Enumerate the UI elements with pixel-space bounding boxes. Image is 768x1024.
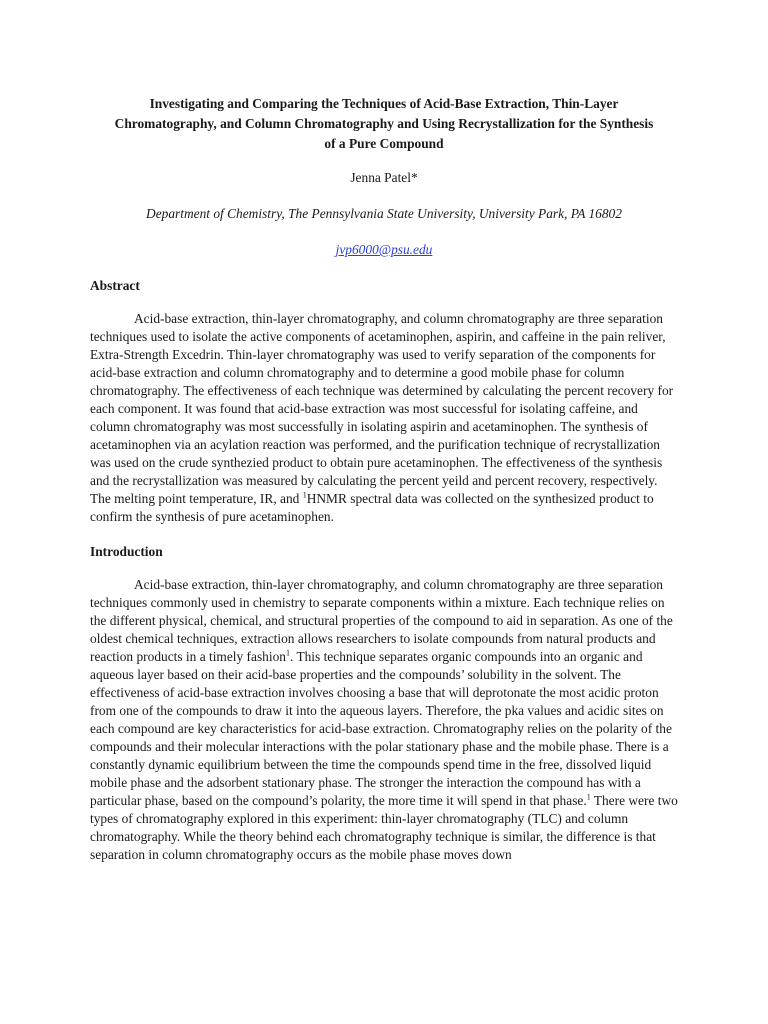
- introduction-paragraph: [90, 576, 678, 864]
- paper-title: Investigating and Comparing the Techniques of Acid-Base Extraction, Thin-Layer Chromatography, and Column Chromatography and Using Recrystallization for the Synthesis of a Pure Compound: [114, 96, 654, 151]
- abstract-heading: Abstract: [90, 278, 140, 293]
- email-link[interactable]: jvp6000@psu.edu: [335, 242, 433, 257]
- introduction-heading: Introduction: [90, 544, 163, 559]
- author-name: Jenna Patel*: [350, 170, 418, 185]
- intro-text-b: . This technique separates organic compounds into an organic and aqueous layer based on their acid-base properties and the compounds’ solubility in the solvent. The effectiveness of acid-base extraction involves choosing a base that will deprotonate the most acidic proton from one of the compounds to draw it into the aqueous layers. Therefore, the pka values and acidic sites on each compound are key characteristics for acid-base extraction. Chromatography relies on the polarity of the compounds and their molecular interactions with the polar stationary phase and the mobile phase. There is a constantly dynamic equilibrium between the time the compounds spend time in the free, dissolved liquid mobile phase and the adsorbent stationary phase. The stronger the interaction the compound has with a particular phase, based on the compound’s polarity, the more time it will spend in that phase.: [90, 649, 672, 808]
- abstract-superscript: 1: [302, 490, 307, 500]
- intro-citation-2: 1: [586, 792, 591, 802]
- author-affiliation: Department of Chemistry, The Pennsylvania State University, University Park, PA 16802: [146, 206, 622, 221]
- intro-citation-1: 1: [285, 648, 290, 658]
- author-email: [90, 240, 678, 260]
- abstract-paragraph: [90, 310, 678, 526]
- intro-text-c: There were two types of chromatography explored in this experiment: thin-layer chromatography (TLC) and column chromatography. While the theory behind each chromatography technique is similar, the difference is that separation in column chromatography occurs as the mobile phase moves down: [90, 793, 678, 862]
- intro-text-a: Acid-base extraction, thin-layer chromatography, and column chromatography are three separation techniques commonly used in chemistry to separate components within a mixture. Each technique relies on the different physical, chemical, and structural properties of the compound to aid in separation. As one of the oldest chemical techniques, extraction allows researchers to isolate compounds from natural products and reaction products in a timely fashion: [90, 577, 673, 664]
- abstract-text-a: Acid-base extraction, thin-layer chromatography, and column chromatography are three separation techniques used to isolate the active components of acetaminophen, aspirin, and caffeine in the pain reliver, Extra-Strength Excedrin. Thin-layer chromatography was used to verify separation of the components for acid-base extraction and column chromatography and to determine a good mobile phase for column chromatography. The effectiveness of each technique was determined by calculating the percent recovery for each component. It was found that acid-base extraction was most successful for isolating caffeine, and column chromatography was most successfully in isolating aspirin and acetaminophen. The synthesis of acetaminophen via an acylation reaction was performed, and the purification technique of recrystallization was used on the crude synthezied product to obtain pure acetaminophen. The effectiveness of the synthesis and the recrystallization was measured by calculating the percent yeild and percent recovery, respectively. The melting point temperature, IR, and: [90, 311, 674, 506]
- abstract-text-b: HNMR spectral data was collected on the synthesized product to confirm the synthesis of pure acetaminophen.: [90, 491, 654, 524]
